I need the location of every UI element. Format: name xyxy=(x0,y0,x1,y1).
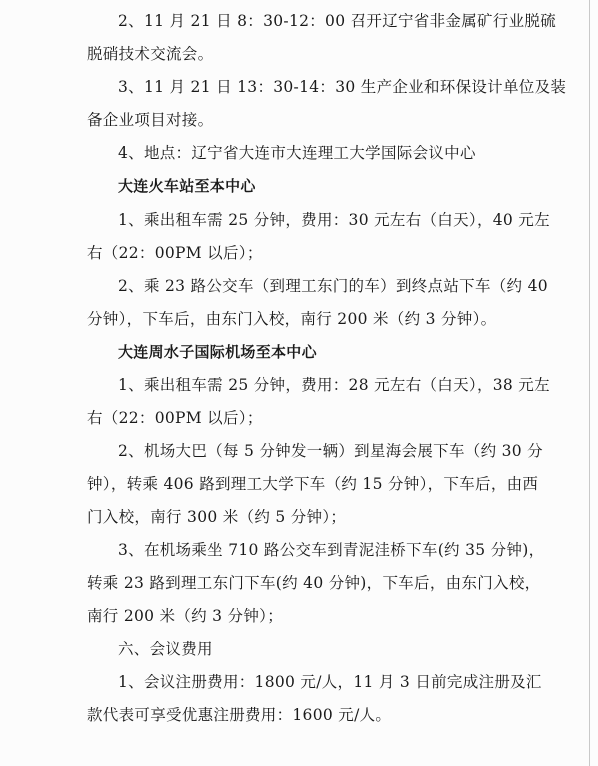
agenda-item-2-line-1: 2、11 月 21 日 8：30-12：00 召开辽宁省非金属矿行业脱硫 xyxy=(118,12,557,30)
airport-shuttle-line-2: 钟），转乘 406 路到理工大学下车（约 15 分钟），下车后，由西 xyxy=(87,475,539,493)
train-taxi-line-2: 右（22：00PM 以后）； xyxy=(87,244,263,262)
airport-shuttle-line-3: 门入校，南行 300 米（约 5 分钟）； xyxy=(87,508,347,526)
airport-bus-line-1: 3、在机场乘坐 710 路公交车到青泥洼桥下车(约 35 分钟)， xyxy=(118,541,545,559)
agenda-item-3-line-2: 备企业项目对接。 xyxy=(87,111,214,129)
airport-taxi-line-1: 1、乘出租车需 25 分钟，费用：28 元左右（白天），38 元左 xyxy=(118,376,550,394)
heading-train-station: 大连火车站至本中心 xyxy=(118,177,256,195)
venue-line: 4、地点：辽宁省大连市大连理工大学国际会议中心 xyxy=(118,144,476,162)
airport-bus-line-3: 南行 200 米（约 3 分钟）； xyxy=(87,607,284,625)
fee-line-2: 款代表可享受优惠注册费用：1600 元/人。 xyxy=(87,706,392,724)
train-taxi-line-1: 1、乘出租车需 25 分钟，费用：30 元左右（白天），40 元左 xyxy=(118,211,550,229)
fee-line-1: 1、会议注册费用：1800 元/人，11 月 3 日前完成注册及汇 xyxy=(118,673,542,691)
agenda-item-3-line-1: 3、11 月 21 日 13：30-14：30 生产企业和环保设计单位及装 xyxy=(118,78,567,96)
airport-taxi-line-2: 右（22：00PM 以后）； xyxy=(87,409,263,427)
train-bus-line-1: 2、乘 23 路公交车（到理工东门的车）到终点站下车（约 40 xyxy=(118,277,548,295)
airport-bus-line-2: 转乘 23 路到理工东门下车(约 40 分钟)，下车后，由东门入校， xyxy=(87,574,541,592)
agenda-item-2-line-2: 脱硝技术交流会。 xyxy=(87,45,214,63)
airport-shuttle-line-1: 2、机场大巴（每 5 分钟发一辆）到星海会展下车（约 30 分 xyxy=(118,442,543,460)
heading-airport: 大连周水子国际机场至本中心 xyxy=(118,343,317,361)
train-bus-line-2: 分钟），下车后，由东门入校，南行 200 米（约 3 分钟）。 xyxy=(87,310,497,328)
section-six-heading: 六、会议费用 xyxy=(118,640,213,658)
